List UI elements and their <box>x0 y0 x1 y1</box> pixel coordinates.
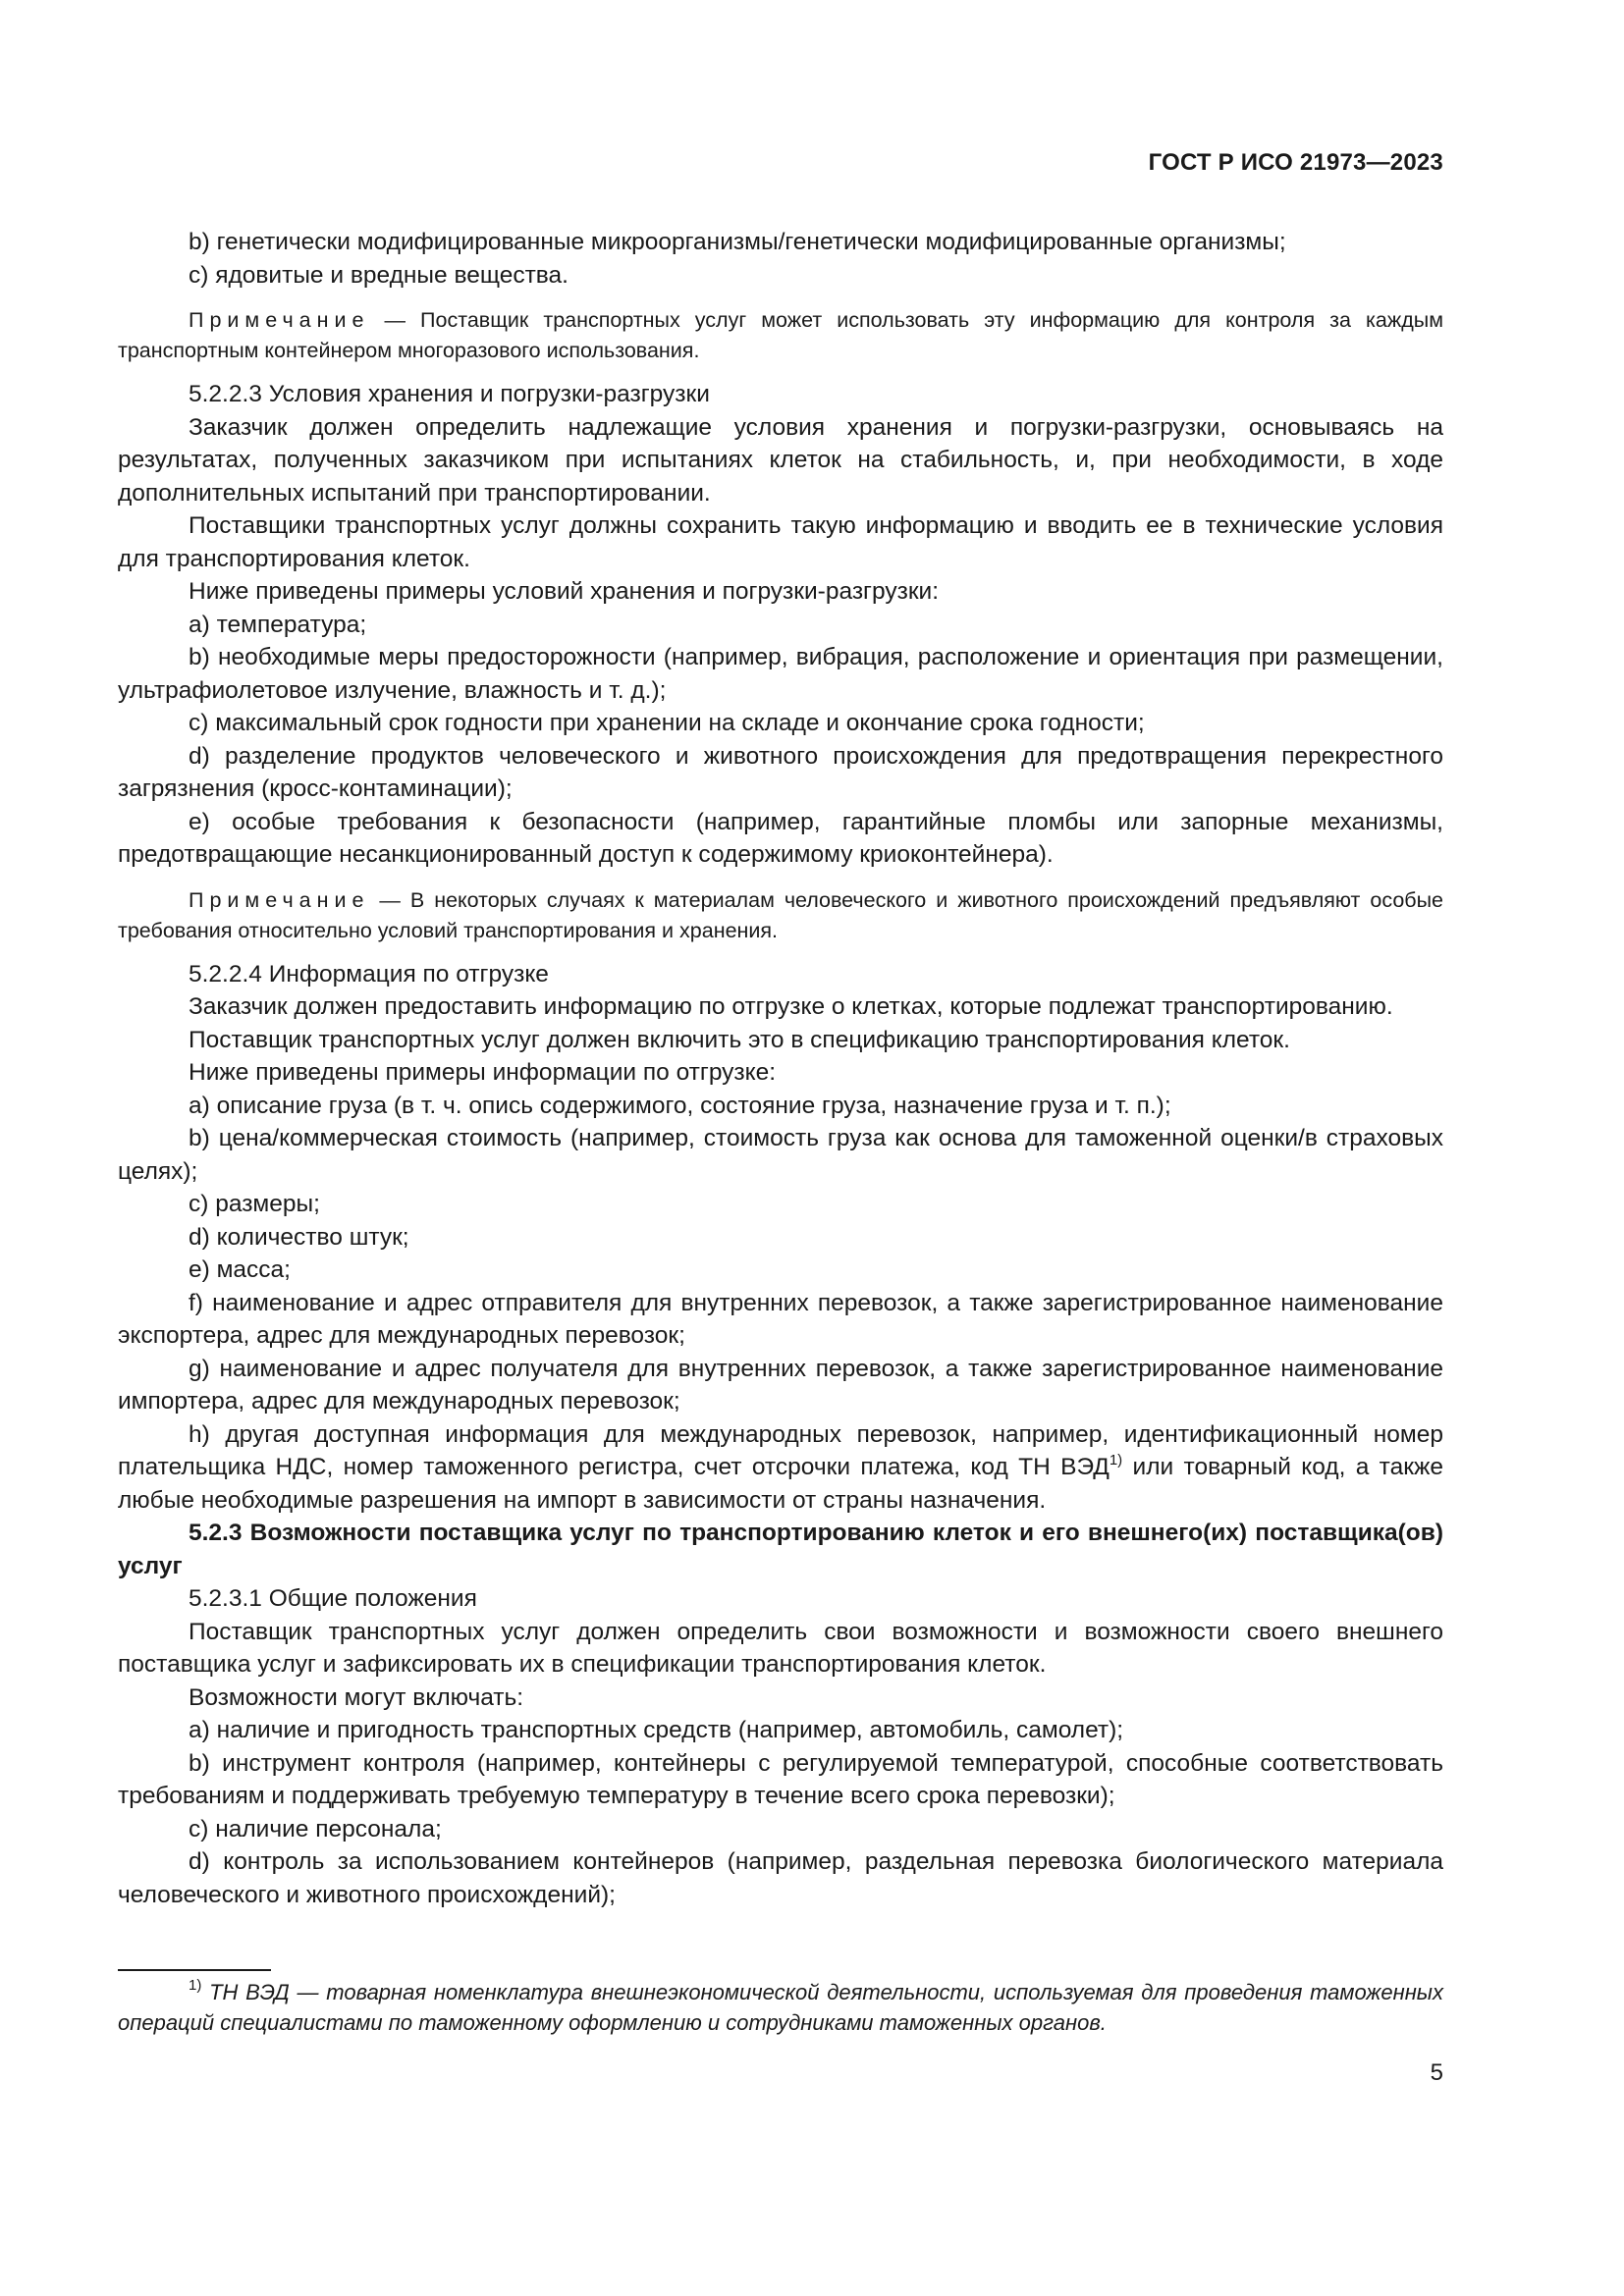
note-paragraph <box>118 305 1443 366</box>
document-id-header: ГОСТ Р ИСО 21973—2023 <box>1148 149 1443 176</box>
list-item: c) наличие персонала; <box>189 1815 442 1842</box>
paragraph: Возможности могут включать: <box>189 1683 524 1711</box>
section-heading-5-2-2-4: 5.2.2.4 Информация по отгрузке <box>189 960 549 988</box>
list-item: d) количество штук; <box>189 1223 409 1251</box>
list-item: b) инструмент контроля (например, контейнеры с регулируемой температурой, способные соответствовать требованиям и поддерживать требуемую температуру в течение всего срока перевозки); <box>118 1749 1443 1809</box>
paragraph: Поставщик транспортных услуг должен включить это в спецификацию транспортирования клеток. <box>189 1026 1290 1053</box>
note-text: — Поставщик транспортных услуг может использовать эту информацию для контроля за каждым транспортным контейнером многоразового использования. <box>118 308 1443 362</box>
paragraph: Поставщики транспортных услуг должны сохранить такую информацию и вводить ее в технические условия для транспортирования клеток. <box>118 512 1443 572</box>
list-item <box>118 1418 1443 1518</box>
list-item: d) контроль за использованием контейнеров (например, раздельная перевозка биологического материала человеческого и животного происхождений); <box>118 1848 1443 1908</box>
note-label: Примечание <box>189 308 370 332</box>
list-item: a) температура; <box>189 611 367 638</box>
section-heading-5-2-3-1: 5.2.3.1 Общие положения <box>189 1585 477 1612</box>
list-item-text: h) другая доступная информация для международных перевозок, например, идентификационный номер плательщика НДС, номер таможенного регистра, счет отсрочки платежа, код ТН ВЭД <box>118 1420 1443 1480</box>
note-paragraph <box>118 885 1443 946</box>
list-item: a) описание груза (в т. ч. опись содержимого, состояние груза, назначение груза и т. п.); <box>189 1092 1171 1119</box>
document-body <box>118 226 1443 1911</box>
list-item-b: b) генетически модифицированные микроорганизмы/генетически модифицированные организмы; <box>189 229 1286 255</box>
list-item: e) особые требования к безопасности (например, гарантийные пломбы или запорные механизмы, предотвращающие несанкционированный доступ к содержимому криоконтейнера). <box>118 808 1443 868</box>
paragraph: Ниже приведены примеры информации по отгрузке: <box>189 1059 777 1086</box>
paragraph: Заказчик должен предоставить информацию по отгрузке о клетках, которые подлежат транспортированию. <box>189 993 1393 1020</box>
note-text: — В некоторых случаях к материалам человеческого и животного происхождений предъявляют особые требования относительно условий транспортирования и хранения. <box>118 887 1443 942</box>
list-item-c: c) ядовитые и вредные вещества. <box>189 261 568 289</box>
footnote-reference[interactable]: 1) <box>1109 1452 1123 1468</box>
list-item-text: или товарный код, а также любые необходимые разрешения на импорт в зависимости от страны назначения. <box>118 1454 1443 1514</box>
list-item: f) наименование и адрес отправителя для внутренних перевозок, а также зарегистрированное наименование экспортера, адрес для международных перевозок; <box>118 1289 1443 1349</box>
list-item: d) разделение продуктов человеческого и животного происхождения для предотвращения перекрестного загрязнения (кросс-контаминации); <box>118 742 1443 802</box>
paragraph: Заказчик должен определить надлежащие условия хранения и погрузки-разгрузки, основываясь на результатах, полученных заказчиком при испытаниях клеток на стабильность, и, при необходимости, в ходе дополнительных испытаний при транспортировании. <box>118 413 1443 507</box>
paragraph: Поставщик транспортных услуг должен определить свои возможности и возможности своего внешнего поставщика услуг и зафиксировать их в спецификации транспортирования клеток. <box>118 1618 1443 1678</box>
list-item: a) наличие и пригодность транспортных средств (например, автомобиль, самолет); <box>189 1717 1124 1743</box>
paragraph: Ниже приведены примеры условий хранения и погрузки-разгрузки: <box>189 578 940 605</box>
list-item: e) масса; <box>189 1256 291 1283</box>
footnote <box>118 1977 1443 2038</box>
section-heading-5-2-2-3: 5.2.2.3 Условия хранения и погрузки-разгрузки <box>189 381 710 407</box>
list-item: g) наименование и адрес получателя для внутренних перевозок, а также зарегистрированное наименование импортера, адрес для международных перевозок; <box>118 1355 1443 1415</box>
section-heading-5-2-3: 5.2.3 Возможности поставщика услуг по транспортированию клеток и его внешнего(их) поставщика(ов) услуг <box>118 1520 1443 1579</box>
list-item: c) размеры; <box>189 1191 320 1217</box>
list-item: b) цена/коммерческая стоимость (например, стоимость груза как основа для таможенной оценки/в страховых целях); <box>118 1125 1443 1185</box>
footnote-mark: 1) <box>189 1977 202 1994</box>
page-number: 5 <box>1430 2059 1443 2086</box>
note-label: Примечание <box>189 887 370 912</box>
list-item: c) максимальный срок годности при хранении на складе и окончание срока годности; <box>189 710 1145 736</box>
footnote-divider <box>118 1969 271 1971</box>
footnote-text: ТН ВЭД — товарная номенклатура внешнеэкономической деятельности, используемая для проведения таможенных операций специалистами по таможенному оформлению и сотрудниками таможенных органов. <box>118 1980 1443 2035</box>
list-item: b) необходимые меры предосторожности (например, вибрация, расположение и ориентация при размещении, ультрафиолетовое излучение, влажность и т. д.); <box>118 644 1443 704</box>
